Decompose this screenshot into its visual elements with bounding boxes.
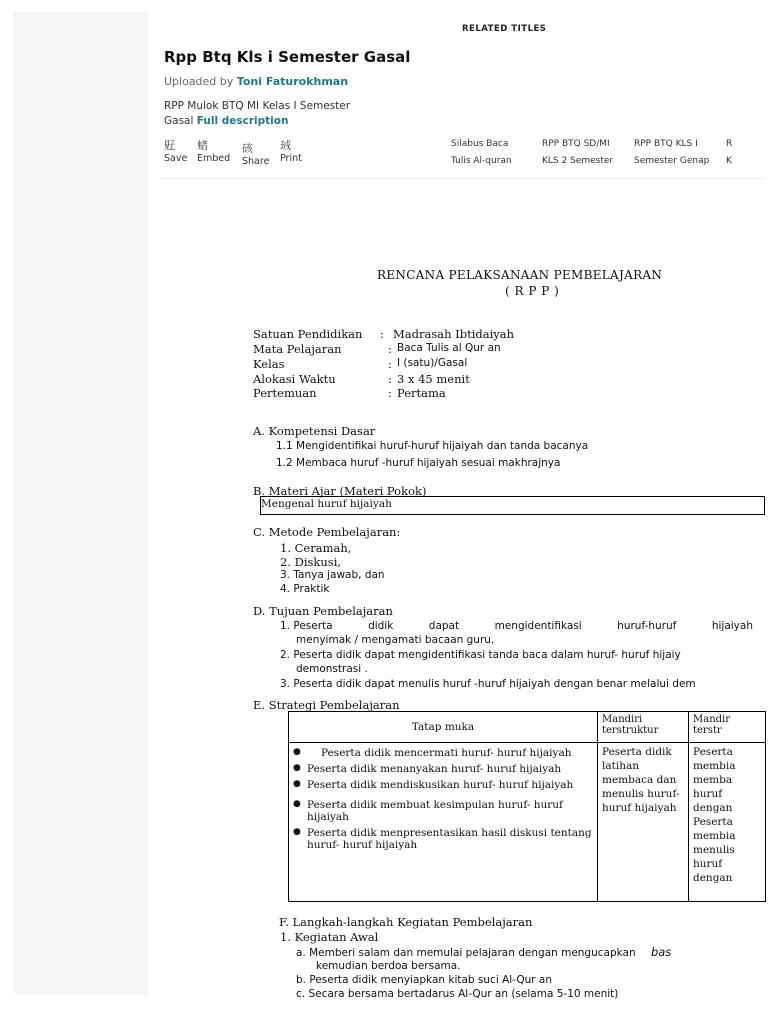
header-mandiri-terstruktur-line2: terstruktur	[602, 725, 659, 736]
document-page	[148, 180, 768, 1024]
list-item: ● Peserta didik mencermati huruf- huruf hijaiyah	[293, 747, 572, 759]
rpp-title: RENCANA PELAKSANAAN PEMBELAJARAN	[377, 268, 663, 282]
objective-1-line2: menyimak / mengamati bacaan guru.	[296, 634, 495, 646]
left-sidebar-strip	[14, 12, 148, 994]
related-title-2-line1: RPP BTQ SD/MI	[542, 139, 610, 149]
save-label: Save	[164, 153, 188, 164]
identity-value: 3 x 45 menit	[397, 372, 470, 386]
identity-sep: :	[380, 327, 384, 341]
description-text-1: RPP Mulok BTQ MI Kelas I Semester	[164, 100, 351, 112]
related-title-3-line1: RPP BTQ KLS I	[634, 139, 698, 149]
method-item: 4. Praktik	[280, 583, 330, 595]
list-item-text: Peserta didik menanyakan huruf- huruf hijaiyah	[307, 763, 562, 775]
related-titles-heading: RELATED TITLES	[462, 24, 547, 34]
action-bar	[164, 137, 316, 167]
header-mandiri-tidak-terstruktur-line2: terstr	[693, 725, 722, 736]
activity-a-line2: kemudian berdoa bersama.	[316, 960, 461, 972]
header-divider	[160, 178, 764, 179]
identity-label: Mata Pelajaran	[253, 342, 342, 356]
share-icon: 硋	[242, 142, 253, 155]
rpp-subtitle: ( R P P )	[505, 284, 560, 298]
objective-3: 3. Peserta didik dapat menulis huruf -huruf hijaiyah dengan benar melalui dem	[280, 678, 696, 690]
list-item-text: Peserta didik membuat kesimpulan huruf- huruf hijaiyah	[307, 799, 563, 823]
related-title-4-line2: K	[726, 156, 732, 166]
document-description	[164, 99, 364, 129]
list-item-text: Peserta didik menpresentasikan hasil diskusi tentang huruf- huruf hijaiyah	[307, 827, 592, 851]
identity-value: Pertama	[397, 386, 446, 400]
activity-c: c. Secara bersama bertadarus Al-Qur an (selama 5-10 menit)	[296, 988, 619, 1000]
related-title-2[interactable]	[542, 136, 632, 170]
list-item-text: Peserta didik mencermati huruf- huruf hijaiyah	[321, 747, 572, 759]
header-mandiri-terstruktur	[598, 712, 689, 743]
activity-a-line1	[296, 945, 671, 959]
save-icon: 覎	[164, 139, 175, 152]
word: dapat	[428, 620, 460, 632]
full-description-link[interactable]: Full description	[196, 115, 289, 127]
identity-sep: :	[388, 372, 392, 386]
activity-a-italic: bas	[650, 945, 672, 959]
material-text: Mengenal huruf hijaiyah	[261, 498, 392, 510]
identity-value: Madrasah Ibtidaiyah	[393, 327, 515, 341]
identity-value: Baca Tulis al Qur an	[397, 342, 501, 354]
identity-label: Alokasi Waktu	[253, 372, 336, 386]
print-button[interactable]	[280, 137, 316, 167]
section-b-heading: B. Materi Ajar (Materi Pokok)	[253, 484, 427, 498]
related-title-3[interactable]	[634, 136, 724, 170]
list-item: ● Peserta didik menpresentasikan hasil diskusi tentang huruf- huruf hijaiyah	[293, 827, 592, 851]
embed-button[interactable]	[197, 137, 242, 167]
embed-icon: 蝫	[197, 139, 208, 152]
related-title-2-line2: KLS 2 Semester	[542, 156, 614, 166]
word: huruf-huruf	[617, 620, 677, 632]
uploader-line	[164, 75, 348, 88]
list-item: ● Peserta didik membuat kesimpulan huruf- huruf hijaiyah	[293, 799, 593, 823]
section-e-heading: E. Strategi Pembelajaran	[253, 698, 400, 712]
print-label: Print	[280, 153, 302, 164]
identity-sep: :	[388, 342, 392, 356]
activity-subheading: 1. Kegiatan Awal	[280, 930, 379, 944]
embed-label: Embed	[197, 153, 231, 164]
header-mandiri-tidak-terstruktur	[689, 712, 766, 743]
section-c-heading: C. Metode Pembelajaran:	[253, 525, 401, 539]
description-text-2: Gasal	[164, 115, 194, 127]
identity-label: Kelas	[253, 357, 285, 371]
header-tatap-muka: Tatap muka	[289, 712, 598, 743]
header-mandiri-terstruktur-line1: Mandiri	[602, 714, 643, 725]
word: mengidentifikasi	[494, 620, 582, 632]
method-item: 3. Tanya jawab, dan	[280, 569, 385, 581]
identity-value: I (satu)/Gasal	[397, 357, 468, 369]
activity-b: b. Peserta didik menyiapkan kitab suci Al-Qur an	[296, 974, 553, 986]
related-title-1-line2: Tulis Al-quran	[451, 156, 512, 166]
related-title-1-line1: Silabus Baca	[451, 139, 509, 149]
mandiri-tidak-terstruktur-cell: Peserta membia memba huruf dengan Peserta membia menulis huruf dengan	[689, 743, 766, 902]
related-title-3-line2: Semester Genap	[634, 156, 710, 166]
word: didik	[368, 620, 394, 632]
uploaded-by-label: Uploaded by	[164, 75, 234, 88]
related-title-1[interactable]	[451, 136, 541, 170]
activity-a-text: a. Memberi salam dan memulai pelajaran dengan mengucapkan	[296, 947, 636, 959]
uploader-link[interactable]: Toni Faturokhman	[236, 75, 349, 88]
related-title-4[interactable]	[726, 136, 756, 170]
share-label: Share	[242, 156, 270, 167]
table-row	[289, 743, 766, 902]
word: 1. Peserta	[280, 620, 333, 632]
competency-item: 1.1 Mengidentifikai huruf-huruf hijaiyah dan tanda bacanya	[276, 440, 589, 452]
share-button[interactable]	[242, 137, 280, 167]
objective-2-line2: demonstrasi .	[296, 663, 368, 675]
objective-2-line1: 2. Peserta didik dapat mengidentifikasi tanda baca dalam huruf- huruf hijaiy	[280, 649, 681, 661]
identity-label: Satuan Pendidikan	[253, 327, 363, 341]
save-button[interactable]	[164, 137, 197, 167]
list-item: ● Peserta didik menanyakan huruf- huruf hijaiyah	[293, 763, 562, 775]
identity-label: Pertemuan	[253, 386, 317, 400]
list-item: ● Peserta didik mendiskusikan huruf- huruf hijaiyah	[293, 779, 574, 791]
method-item: 2. Diskusi,	[280, 555, 342, 569]
word: hijaiyah	[711, 620, 753, 632]
print-icon: 珬	[280, 139, 291, 152]
header-mandiri-tidak-terstruktur-line1: Mandir	[693, 714, 731, 725]
section-f-heading: F. Langkah-langkah Kegiatan Pembelajaran	[279, 915, 533, 929]
section-a-heading: A. Kompetensi Dasar	[253, 424, 376, 438]
competency-item: 1.2 Membaca huruf -huruf hijaiyah sesuai makhrajnya	[276, 457, 561, 469]
tatap-muka-cell	[289, 743, 598, 902]
related-title-4-line1: R	[726, 139, 733, 149]
list-item-text: Peserta didik mendiskusikan huruf- huruf hijaiyah	[307, 779, 574, 791]
method-item: 1. Ceramah,	[280, 541, 352, 555]
identity-sep: :	[388, 386, 392, 400]
strategy-table	[288, 711, 766, 902]
document-title: Rpp Btq Kls i Semester Gasal	[164, 48, 411, 66]
table-header-row	[289, 712, 766, 743]
identity-sep: :	[388, 357, 392, 371]
mandiri-terstruktur-cell: Peserta didik latihan membaca dan menulis huruf- huruf hijaiyah	[598, 743, 689, 902]
objective-1-line1	[280, 620, 753, 632]
section-d-heading: D. Tujuan Pembelajaran	[253, 604, 393, 618]
